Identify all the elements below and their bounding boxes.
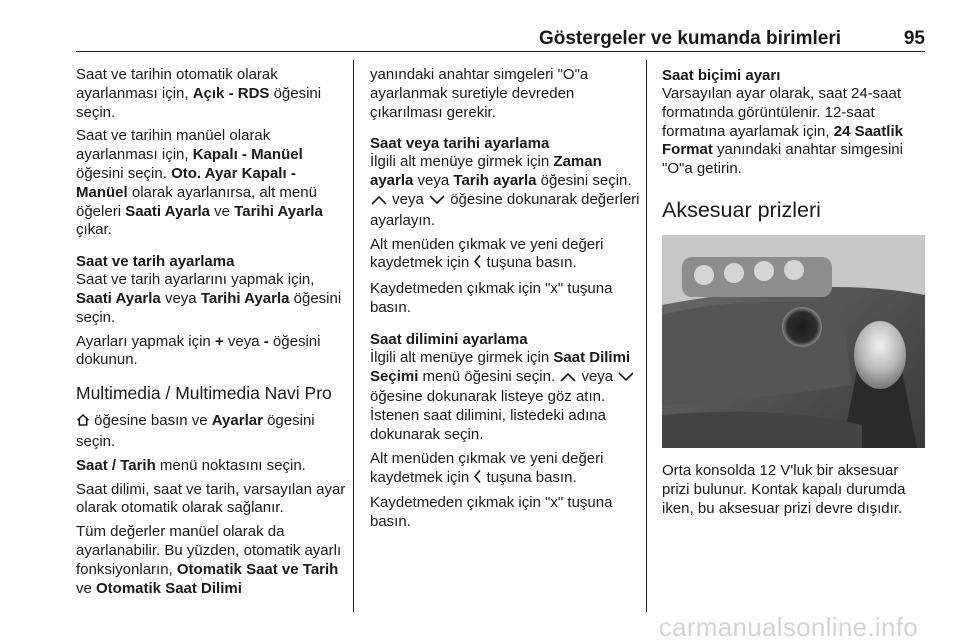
paragraph: Varsayılan ayar olarak, saat 24-saat formatında görüntülenir. 12-saat formatına ayarlamak için, 24 Saatlik Format yanındaki anahtar simgesini "O"a getirin. — [662, 85, 903, 178]
paragraph: Saat ve tarih ayarlarını yapmak için, Saati Ayarla veya Tarihi Ayarla öğesini seçin. — [76, 271, 342, 326]
chevron-up-icon — [559, 370, 577, 389]
paragraph: Kaydetmeden çıkmak için "x" tuşuna basın. — [370, 280, 613, 316]
page-number: 95 — [903, 28, 925, 49]
chapter-heading: Aksesuar prizleri — [662, 197, 821, 222]
paragraph: İlgili alt menüye girmek için Zaman ayarla veya Tarih ayarla öğesini seçin. veya öğesine dokunarak değerleri ayarlayın. — [370, 153, 640, 229]
column-right — [662, 66, 928, 523]
section-heading: Saat veya tarihi ayarlama — [370, 135, 550, 153]
chevron-down-icon — [428, 193, 446, 212]
chevron-down-icon — [617, 370, 635, 389]
paragraph: Orta konsolda 12 V'luk bir aksesuar prizi bulunur. Kontak kapalı durumda iken, bu aksesuar prizi devre dışıdır. — [662, 461, 906, 517]
paragraph: öğesine basın ve Ayarlar ögesini seçin. — [76, 412, 315, 450]
paragraph: yanındaki anahtar simgeleri "O"a ayarlanmak suretiyle devreden çıkarılması gerekir. — [370, 66, 589, 121]
paragraph: Saat ve tarihin otomatik olarak ayarlanması için, Açık - RDS öğesini seçin. — [76, 66, 322, 121]
column-middle — [370, 66, 645, 537]
page-header — [76, 0, 925, 52]
accessory-socket-photo — [662, 235, 925, 448]
paragraph: Saat / Tarih menü noktasını seçin. — [76, 456, 306, 474]
page-title: Göstergeler ve kumanda birimleri — [538, 28, 841, 49]
paragraph: Tüm değerler manüel olarak da ayarlanabilir. Bu yüzden, otomatik ayarlı fonksiyonların, Otomatik Saat ve Tarih ve Otomatik Saat Dilimi — [76, 523, 342, 597]
section-heading: Saat ve tarih ayarlama — [76, 253, 235, 271]
column-left — [76, 66, 351, 603]
paragraph: Alt menüden çıkmak ve yeni değeri kaydetmek için tuşuna basın. — [370, 236, 645, 276]
section-heading: Multimedia / Multimedia Navi Pro — [76, 383, 332, 404]
paragraph: Saat ve tarihin manüel olarak ayarlanması için, Kapalı - Manüel öğesini seçin. Oto. Ayar Kapalı - Manüel olarak ayarlanırsa, alt menü öğeleri Saati Ayarla ve Tarihi Ayarla çıkar. — [76, 127, 323, 239]
column-divider — [353, 60, 354, 612]
paragraph: Kaydetmeden çıkmak için "x" tuşuna basın. — [370, 494, 613, 531]
paragraph: Ayarları yapmak için + veya - öğesini dokunun. — [76, 332, 321, 369]
home-icon — [76, 413, 90, 433]
paragraph: Saat dilimi, saat ve tarih, varsayılan ayar olarak otomatik olarak sağlanır. — [76, 480, 346, 517]
watermark: carmanualsonline.info — [658, 612, 918, 642]
chevron-up-icon — [370, 193, 388, 212]
section-heading: Saat biçimi ayarı — [662, 67, 781, 84]
section-heading: Saat dilimini ayarlama — [370, 330, 528, 348]
column-divider — [646, 60, 647, 612]
paragraph: İlgili alt menüye girmek için Saat Dilimi Seçimi menü öğesini seçin. veya öğesine dokunarak listeye göz atın. İstenen saat dilimini, listedeki adına dokunarak seçin. — [370, 349, 645, 445]
paragraph: Alt menüden çıkmak ve yeni değeri kaydetmek için tuşuna basın. — [370, 450, 645, 490]
